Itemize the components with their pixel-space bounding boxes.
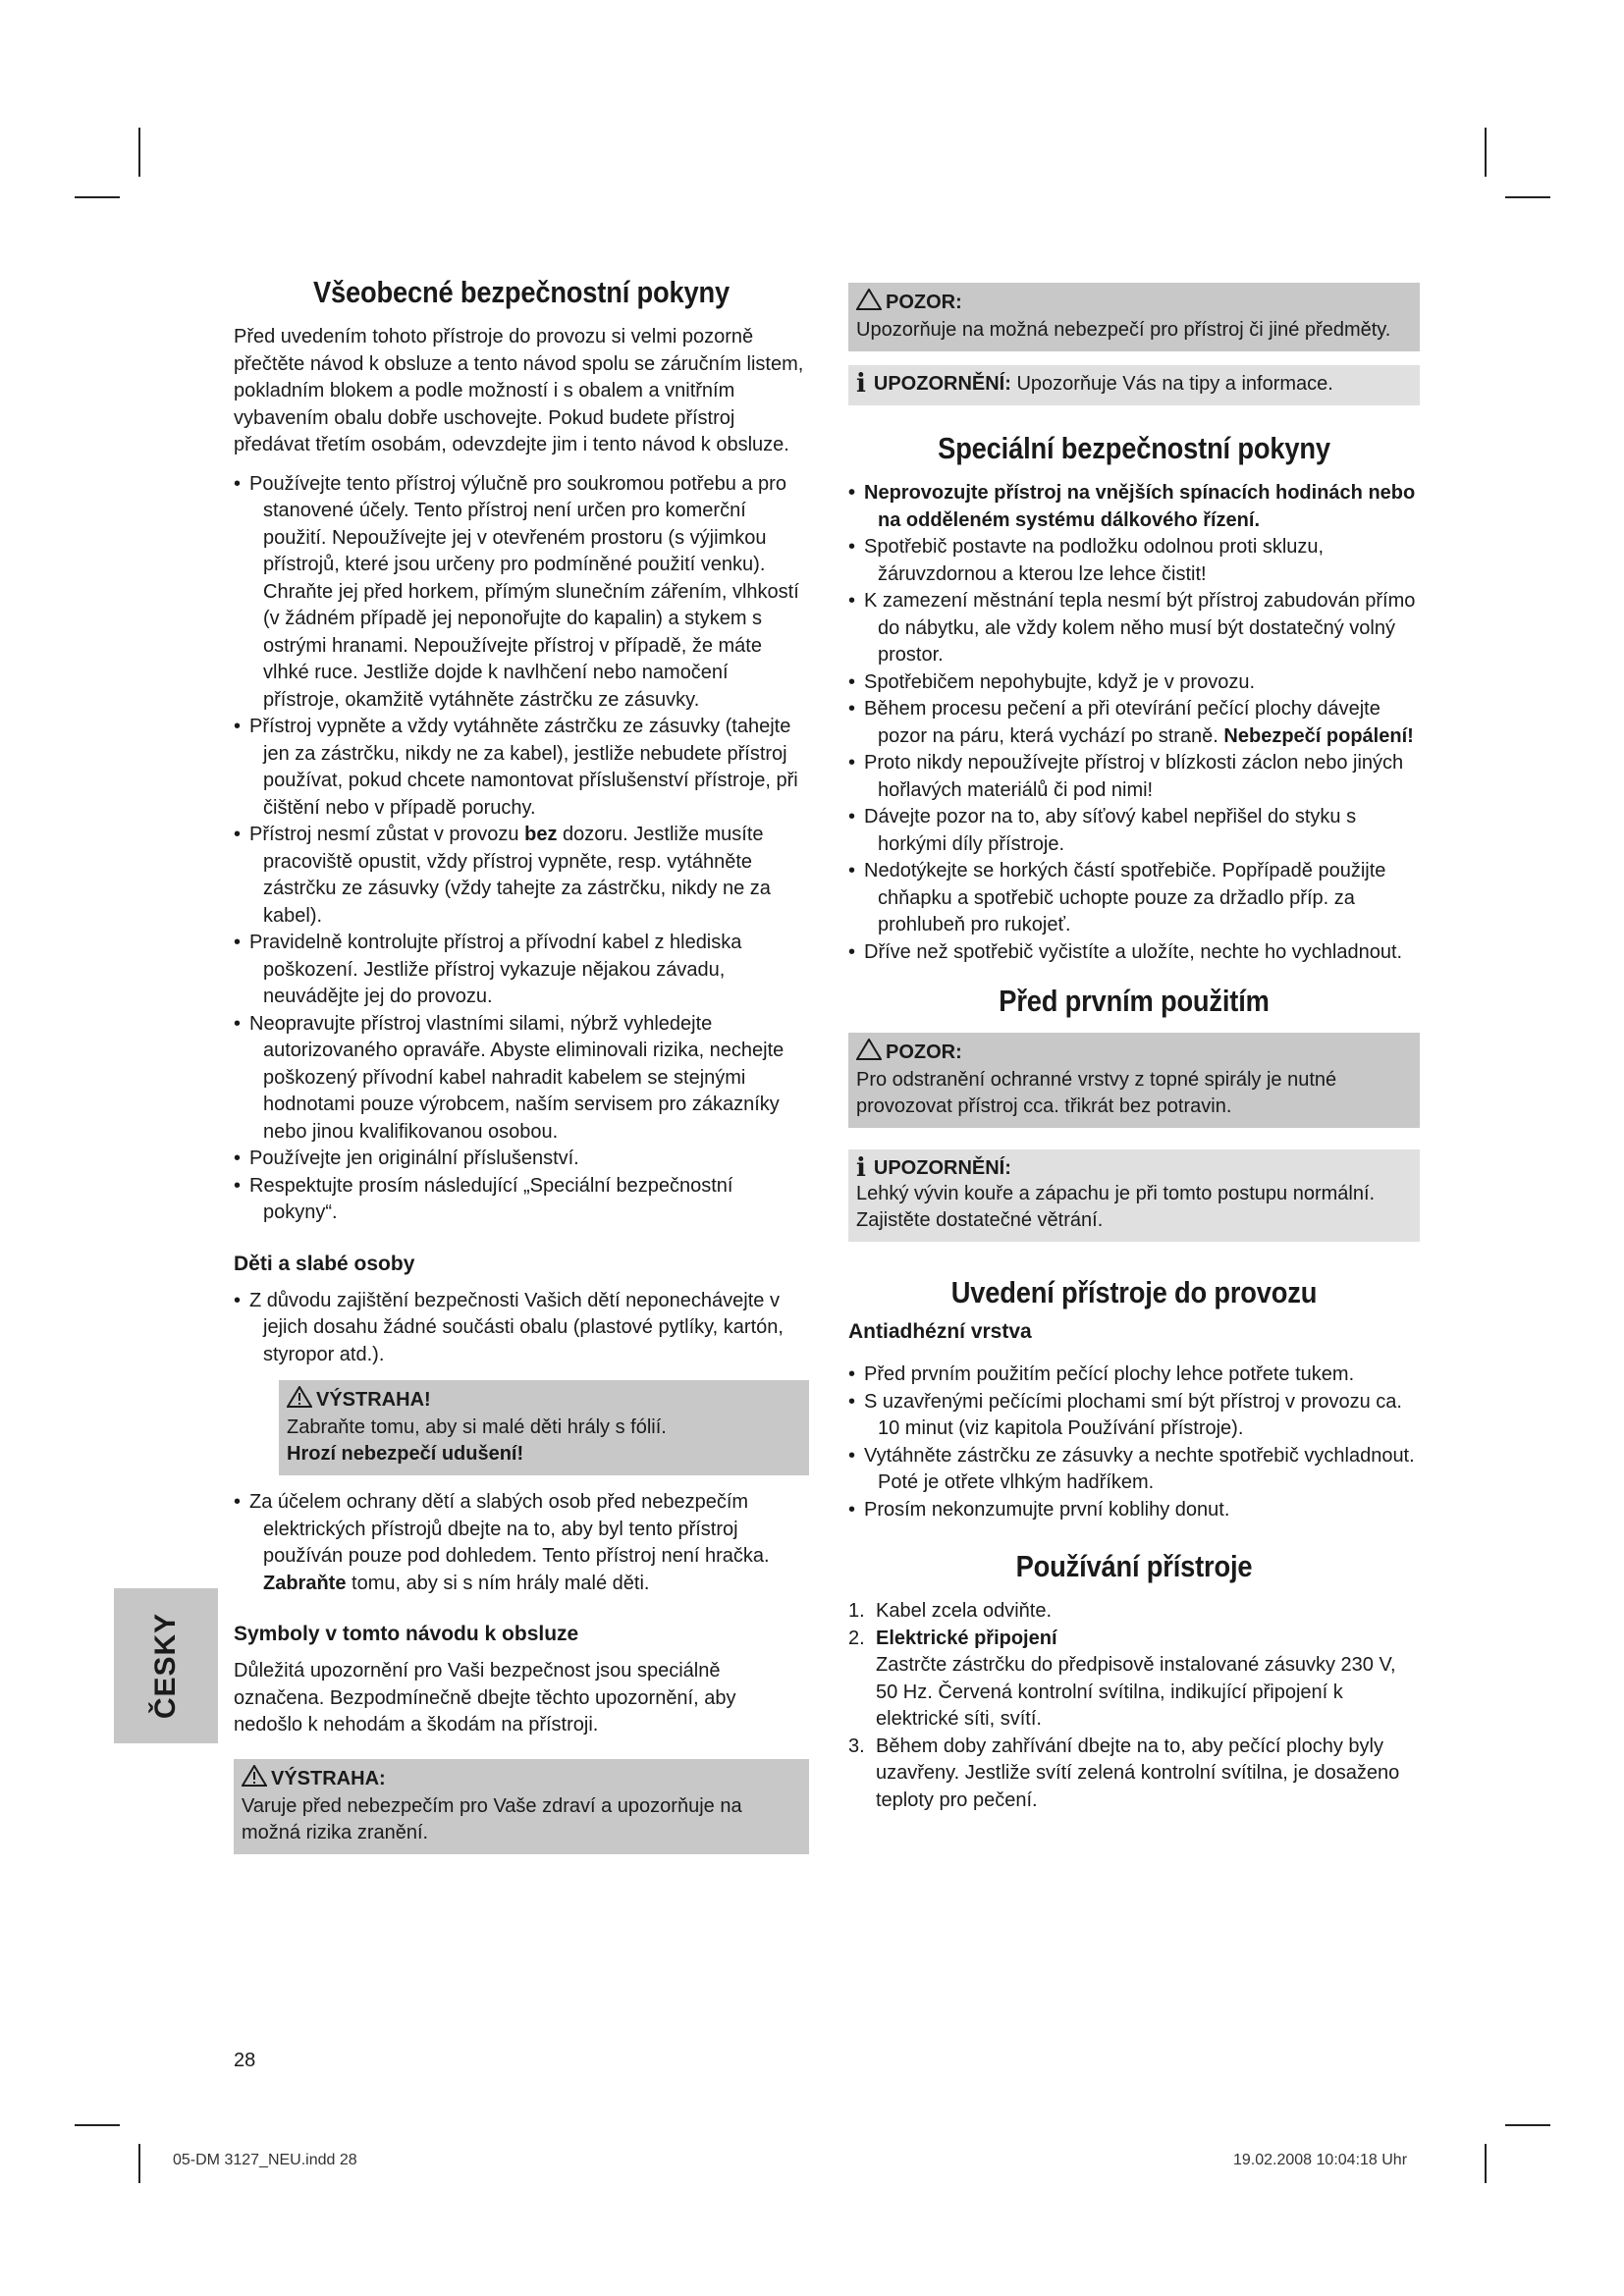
list-item: • Před prvním použitím pečící plochy lehce potřete tukem. xyxy=(848,1362,1420,1389)
crop-mark-bottom-left-v xyxy=(138,2144,140,2183)
caution-box-objects xyxy=(848,283,1420,351)
caution-triangle-icon xyxy=(856,1039,882,1067)
warning-head: VÝSTRAHA! xyxy=(316,1389,431,1411)
using-steps xyxy=(848,1598,1420,1814)
crop-mark-top-left-v xyxy=(138,128,140,177)
warning-body: Varuje před nebezpečím pro Vaše zdraví a upozorňuje na možná rizika zranění. xyxy=(242,1794,742,1843)
using-title: Používání přístroje xyxy=(1015,1549,1253,1583)
warning-triangle-icon xyxy=(287,1386,312,1415)
warning-emphasis: Hrozí nebezpečí udušení! xyxy=(287,1443,524,1465)
list-item: • Během procesu pečení a při otevírání pečící plochy dávejte pozor na páru, která vychází po straně. Nebezpečí popálení! xyxy=(848,696,1420,750)
warning-box-foil xyxy=(279,1380,809,1475)
list-item: • Pravidelně kontrolujte přístroj a přívodní kabel z hlediska poškození. Jestliže přístroj vykazuje nějakou závadu, neuvádějte jej do provozu. xyxy=(234,930,809,1011)
warning-body: Zabraňte tomu, aby si malé děti hrály s fólií. xyxy=(287,1416,667,1438)
special-safety-title: Speciální bezpečnostní pokyny xyxy=(938,431,1330,465)
crop-mark-top-left-h xyxy=(75,196,120,198)
list-item: • Nedotýkejte se horkých částí spotřebiče. Popřípadě použijte chňapku a spotřebič uchopte pouze za držadlo příp. za prohlubeň pro rukojeť. xyxy=(848,858,1420,939)
language-side-tab xyxy=(114,1588,218,1743)
crop-mark-bottom-left-h xyxy=(75,2124,120,2126)
first-use-title: Před prvním použitím xyxy=(999,984,1270,1018)
caution-box-coating xyxy=(848,1033,1420,1128)
symbols-paragraph: Důležitá upozornění pro Vaši bezpečnost jsou speciálně označena. Bezpodmínečně dbejte těchto upozornění, aby nedošlo k nehodám a škodám na přístroji. xyxy=(234,1660,736,1735)
list-item: • Respektujte prosím následující „Speciální bezpečnostní pokyny“. xyxy=(234,1173,809,1227)
special-safety-list xyxy=(848,480,1420,966)
operation-title: Uvedení přístroje do provozu xyxy=(950,1275,1318,1309)
list-item: • Používejte tento přístroj výlučně pro soukromou potřebu a pro stanovené účely. Tento přístroj není určen pro komerční použití. Nepoužívejte jej v otevřeném prostoru (s výjimkou přístrojů, které jsou určeny pro podmíněné použití venku). Chraňte jej před horkem, přímým slunečním zářením, vlhkostí (v žádném případě jej neponořujte do kapalin) a stykem s ostrými hranami. Nepoužívejte přístroj v případě, že máte vlhké ruce. Jestliže dojde k navlhčení nebo namočení přístroje, okamžitě vytáhněte zástrčku ze zásuvky. xyxy=(234,471,809,715)
notice-body: Lehký vývin kouře a zápachu je při tomto postupu normální. Zajistěte dostatečné větrání. xyxy=(856,1183,1376,1231)
general-safety-title: Všeobecné bezpečnostní pokyny xyxy=(313,275,730,309)
list-item: • S uzavřenými pečícími plochami smí být přístroj v provozu ca. 10 minut (viz kapitola Používání přístroje). xyxy=(848,1389,1420,1443)
page-number: 28 xyxy=(234,2050,256,2071)
children-heading: Děti a slabé osoby xyxy=(234,1252,415,1275)
general-safety-list xyxy=(234,471,809,1227)
list-item: • Používejte jen originální příslušenství. xyxy=(234,1146,809,1173)
caution-head: POZOR: xyxy=(886,292,962,313)
list-item: • Dávejte pozor na to, aby síťový kabel nepřišel do styku s horkými díly přístroje. xyxy=(848,804,1420,858)
list-item: • K zamezení městnání tepla nesmí být přístroj zabudován přímo do nábytku, ale vždy kolem něho musí být dostatečný volný prostor. xyxy=(848,588,1420,669)
info-i-icon: i xyxy=(856,369,866,399)
footer-file-name: 05-DM 3127_NEU.indd 28 xyxy=(173,2152,357,2168)
crop-mark-top-right-v xyxy=(1485,128,1487,177)
list-item: • Proto nikdy nepoužívejte přístroj v blízkosti záclon nebo jiných hořlavých materiálů či pod nimi! xyxy=(848,750,1420,804)
notice-head: UPOZORNĚNÍ: xyxy=(873,1157,1011,1179)
list-item: • Přístroj nesmí zůstat v provozu bez dozoru. Jestliže musíte pracoviště opustit, vždy přístroj vypněte, resp. vytáhněte zástrčku ze zásuvky (vždy tahejte za zástrčku, nikdy ne za kabel). xyxy=(234,822,809,930)
children-list xyxy=(234,1288,809,1369)
list-item: • Z důvodu zajištění bezpečnosti Vašich dětí neponechávejte v jejich dosahu žádné součásti obalu (plastové pytlíky, kartón, styropor atd.). xyxy=(234,1288,809,1369)
list-item: • Spotřebič postavte na podložku odolnou proti skluzu, žáruvzdornou a kterou lze lehce čistit! xyxy=(848,534,1420,588)
list-item: • Spotřebičem nepohybujte, když je v provozu. xyxy=(848,669,1420,697)
list-item: 1. Kabel zcela odviňte. xyxy=(848,1600,1053,1622)
nonstick-heading: Antiadhézní vrstva xyxy=(848,1320,1032,1343)
caution-body: Pro odstranění ochranné vrstvy z topné spirály je nutné provozovat přístroj cca. třikrát bez potravin. xyxy=(856,1069,1337,1117)
crop-mark-bottom-right-h xyxy=(1505,2124,1550,2126)
notice-box-tips xyxy=(848,365,1420,405)
list-item: • Neopravujte přístroj vlastními silami, nýbrž vyhledejte autorizovaného opraváře. Abyste eliminovali rizika, nechejte poškozený přívodní kabel nahradit kabelem se stejnými hodnotami pouze výrobcem, naším servisem pro zákazníky nebo jinou kvalifikovanou osobou. xyxy=(234,1011,809,1147)
list-item: • Za účelem ochrany dětí a slabých osob před nebezpečím elektrických přístrojů dbejte na to, aby byl tento přístroj používán pouze pod dohledem. Tento přístroj není hračka. Zabraňte tomu, aby si s ním hrály malé děti. xyxy=(234,1489,809,1597)
notice-body: Upozorňuje Vás na tipy a informace. xyxy=(1016,373,1333,395)
children-list-2 xyxy=(234,1489,809,1597)
info-i-icon: i xyxy=(856,1153,866,1183)
footer-timestamp: 19.02.2008 10:04:18 Uhr xyxy=(1233,2152,1408,2168)
nonstick-list xyxy=(848,1362,1420,1523)
warning-box-health xyxy=(234,1759,809,1854)
right-column xyxy=(848,283,1420,1814)
list-item: • Přístroj vypněte a vždy vytáhněte zástrčku ze zásuvky (tahejte jen za zástrčku, nikdy ne za kabel), jestliže nebudete přístroj používat, pokud chcete namontovat příslušenství přístroje, při čištění nebo v případě poruchy. xyxy=(234,714,809,822)
caution-triangle-icon xyxy=(856,289,882,317)
left-column xyxy=(234,275,809,1868)
list-item: • Vytáhněte zástrčku ze zásuvky a nechte spotřebič vychladnout. Poté je otřete vlhkým hadříkem. xyxy=(848,1443,1420,1497)
notice-box-smoke xyxy=(848,1149,1420,1242)
list-item: • Prosím nekonzumujte první koblihy donut. xyxy=(848,1497,1420,1524)
caution-body: Upozorňuje na možná nebezpečí pro přístroj či jiné předměty. xyxy=(856,319,1391,341)
caution-head: POZOR: xyxy=(886,1041,962,1063)
warning-head: VÝSTRAHA: xyxy=(271,1767,386,1789)
list-item: 2. Elektrické připojení Zastrčte zástrčku do předpisově instalované zásuvky 230 V, 50 Hz. Červená kontrolní svítilna, indikující připojení k elektrické síti, svítí. xyxy=(848,1627,1396,1730)
symbols-heading: Symboly v tomto návodu k obsluze xyxy=(234,1623,579,1645)
list-item: • Neprovozujte přístroj na vnějších spínacích hodinách nebo na odděleném systému dálkového řízení. xyxy=(848,480,1420,534)
intro-paragraph: Před uvedením tohoto přístroje do provozu si velmi pozorně přečtěte návod k obsluze a tento návod spolu se záručním listem, pokladním blokem a podle možností i s obalem a vnitřním vybavením obalu dobře uschovejte. Pokud budete přístroj předávat třetím osobám, odevzdejte jim i tento návod k obsluze. xyxy=(234,326,804,455)
crop-mark-top-right-h xyxy=(1505,196,1550,198)
crop-mark-bottom-right-v xyxy=(1485,2144,1487,2183)
notice-head: UPOZORNĚNÍ: xyxy=(873,373,1011,395)
warning-triangle-icon xyxy=(242,1765,267,1793)
list-item: 3. Během doby zahřívání dbejte na to, aby pečící plochy byly uzavřeny. Jestliže svítí zelená kontrolní svítilna, je dosaženo teploty pro pečení. xyxy=(848,1735,1400,1811)
list-item: • Dříve než spotřebič vyčistíte a uložíte, nechte ho vychladnout. xyxy=(848,939,1420,967)
language-label: ČESKY xyxy=(149,1612,182,1720)
